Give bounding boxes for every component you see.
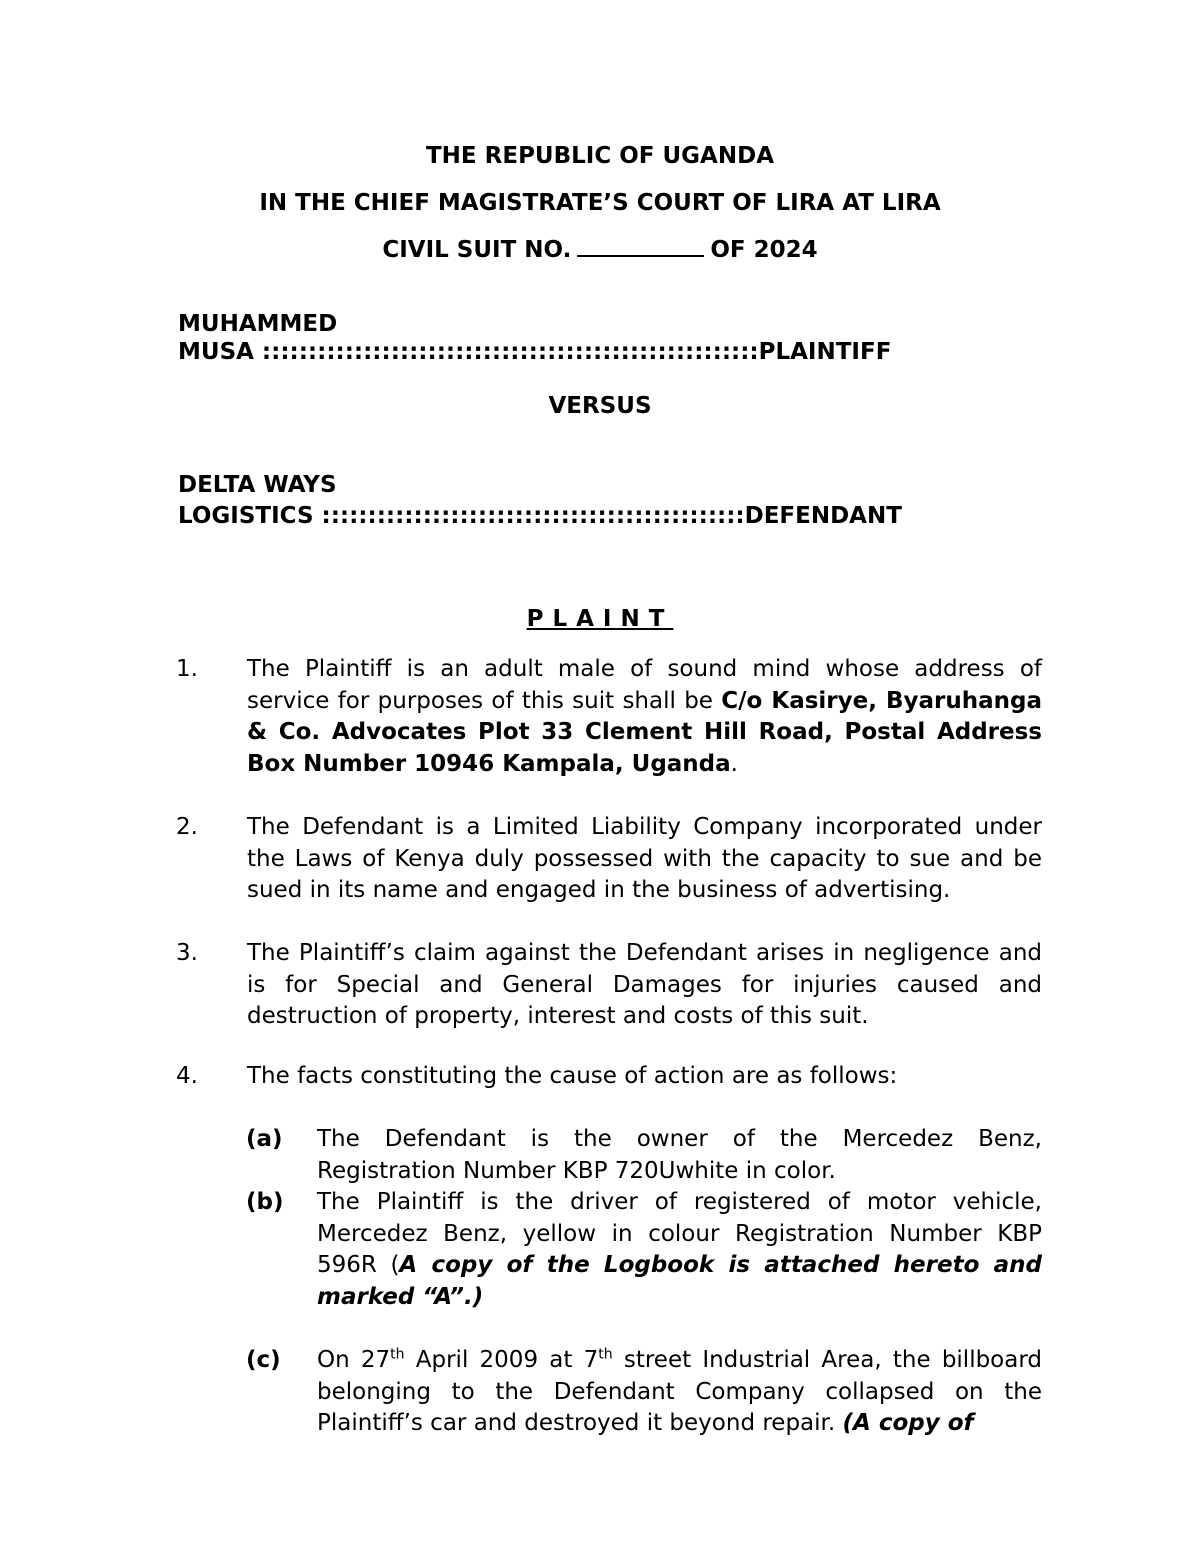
paragraph-text-plain: The Plaintiff is an adult male of sound mind whose address of service for purposes of this suit shall be (247, 656, 1042, 714)
sub-item-text-plain: street Industrial Area, the billboard belonging to the Defendant Company collapsed on the Plaintiff’s car and destroyed it beyond repair. (317, 1347, 1043, 1436)
paragraph-3 (176, 938, 1042, 1033)
defendant-name-line2: LOGISTICS ::::::::::::::::::::::::::::::::::::::::::::::DEFENDANT (178, 503, 902, 529)
sub-item-text-plain: April 2009 at 7 (404, 1347, 599, 1373)
paragraph-2 (176, 812, 1042, 907)
paragraph-text-end: . (730, 750, 738, 777)
sub-item-label: (b) (246, 1189, 284, 1215)
paragraph-1 (176, 654, 1042, 780)
plaint-title (0, 603, 1200, 635)
paragraph-text: The Plaintiff’s claim against the Defendant arises in negligence and is for Special and General Damages for injuries caused and destruction of property, interest and costs of this suit. (247, 940, 1042, 1029)
plaintiff-name-line1: MUHAMMED (178, 311, 338, 337)
republic-heading: THE REPUBLIC OF UGANDA (425, 143, 774, 169)
sub-item-label: (c) (246, 1347, 281, 1373)
exhibit-note: A copy of the Logbook is attached hereto and marked “A”.) (317, 1252, 1042, 1310)
sub-item-text: The Defendant is the owner of the Mercedez Benz, Registration Number KBP 720Uwhite in color. (317, 1126, 1042, 1184)
ordinal-suffix: th (390, 1346, 405, 1363)
versus-heading: VERSUS (548, 393, 652, 419)
paragraph-text: The facts constituting the cause of action are as follows: (247, 1063, 898, 1089)
plaint-title-text: PLAINT (526, 606, 674, 632)
sub-item-a (246, 1124, 1042, 1187)
suit-number-suffix: OF 2024 (710, 237, 818, 263)
advocates-address: C/o Kasirye, Byaruhanga & Co. Advocates Plot 33 Clement Hill Road, Postal Address Box Number 10946 Kampala, Uganda (247, 687, 1042, 777)
sub-item-label: (a) (246, 1126, 283, 1152)
court-heading: IN THE CHIEF MAGISTRATE’S COURT OF LIRA AT LIRA (259, 190, 941, 216)
suit-number-prefix: CIVIL SUIT NO. (382, 237, 572, 263)
sub-item-b (246, 1187, 1042, 1313)
sub-item-text-plain: On 27 (317, 1347, 391, 1373)
sub-item-text (317, 1187, 1042, 1313)
paragraph-4 (176, 1061, 1042, 1093)
suit-number-line (0, 233, 1200, 266)
paragraph-number: 2. (176, 814, 198, 840)
sub-item-c (246, 1345, 1042, 1440)
exhibit-note: (A copy of (842, 1410, 974, 1436)
ordinal-suffix: th (598, 1346, 613, 1363)
paragraph-number: 3. (176, 940, 198, 966)
defendant-name-line1: DELTA WAYS (178, 472, 337, 498)
paragraph-number: 4. (176, 1063, 198, 1089)
paragraph-number: 1. (176, 656, 198, 682)
plaintiff-name-line2: MUSA ::::::::::::::::::::::::::::::::::::::::::::::::::::::PLAINTIFF (178, 339, 892, 365)
paragraph-text (247, 654, 1042, 780)
sub-item-text-plain: The Plaintiff is the driver of registered of motor vehicle, Mercedez Benz, yellow in colour Registration Number KBP 596R ( (317, 1189, 1042, 1278)
paragraph-text: The Defendant is a Limited Liability Company incorporated under the Laws of Kenya duly possessed with the capacity to sue and be sued in its name and engaged in the business of advertising. (247, 814, 1042, 903)
suit-number-blank (577, 233, 704, 257)
sub-item-text (317, 1345, 1042, 1440)
